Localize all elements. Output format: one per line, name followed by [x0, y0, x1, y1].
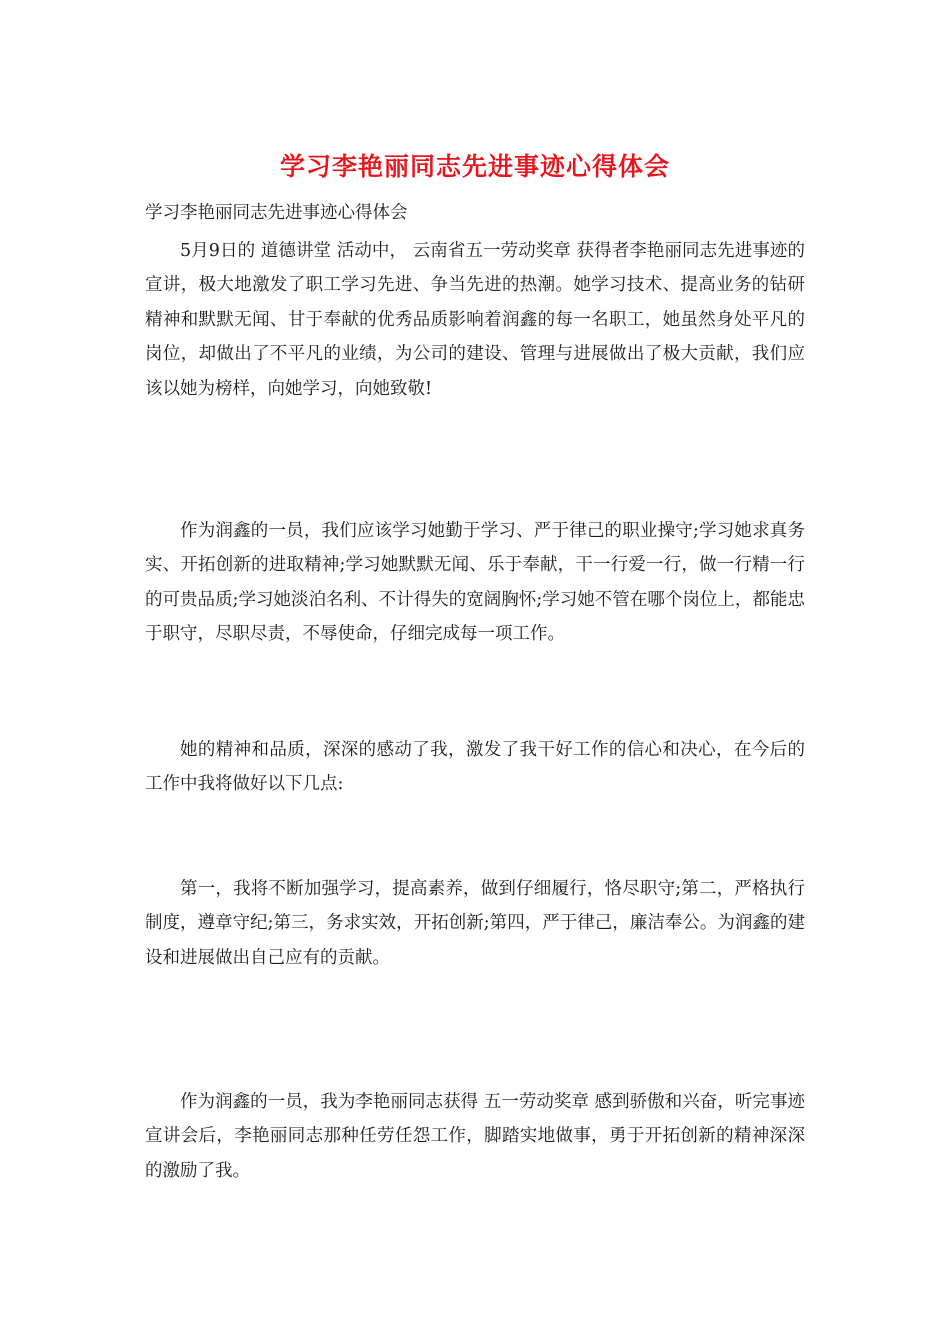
document-title: 学习李艳丽同志先进事迹心得体会 [279, 152, 670, 181]
paragraph-5: 作为润鑫的一员，我为李艳丽同志获得 五一劳动奖章 感到骄傲和兴奋，听完事迹宣讲会后，李艳丽同志那种任劳任怨工作，脚踏实地做事，勇于开拓创新的精神深深的激励了我。 [145, 1092, 805, 1181]
paragraph-1: 5月9日的 道德讲堂 活动中， 云南省五一劳动奖章 获得者李艳丽同志先进事迹的宣讲，极大地激发了职工学习先进、争当先进的热潮。她学习技术、提高业务的钻研精神和默默无闻、甘于奉献的优秀品质影响着润鑫的每一名职工，她虽然身处平凡的岗位，却做出了不平凡的业绩，为公司的建设、管理与进展做出了极大贡献，我们应该以她为榜样，向她学习，向她致敬! [145, 241, 805, 399]
paragraph-2: 作为润鑫的一员，我们应该学习她勤于学习、严于律己的职业操守;学习她求真务实、开拓创新的进取精神;学习她默默无闻、乐于奉献，干一行爱一行，做一行精一行的可贵品质;学习她淡泊名利、不计得失的宽阔胸怀;学习她不管在哪个岗位上，都能忠于职守，尽职尽责，不辱使命，仔细完成每一项工作。 [145, 521, 805, 645]
paragraph-4: 第一，我将不断加强学习，提高素养，做到仔细履行，恪尽职守;第二，严格执行制度，遵章守纪;第三，务求实效，开拓创新;第四，严于律己，廉洁奉公。为润鑫的建设和进展做出自己应有的贡献。 [145, 879, 805, 968]
paragraph-3: 她的精神和品质，深深的感动了我，激发了我干好工作的信心和决心，在今后的工作中我将做好以下几点: [145, 740, 805, 795]
document-subtitle: 学习李艳丽同志先进事迹心得体会 [145, 203, 408, 223]
